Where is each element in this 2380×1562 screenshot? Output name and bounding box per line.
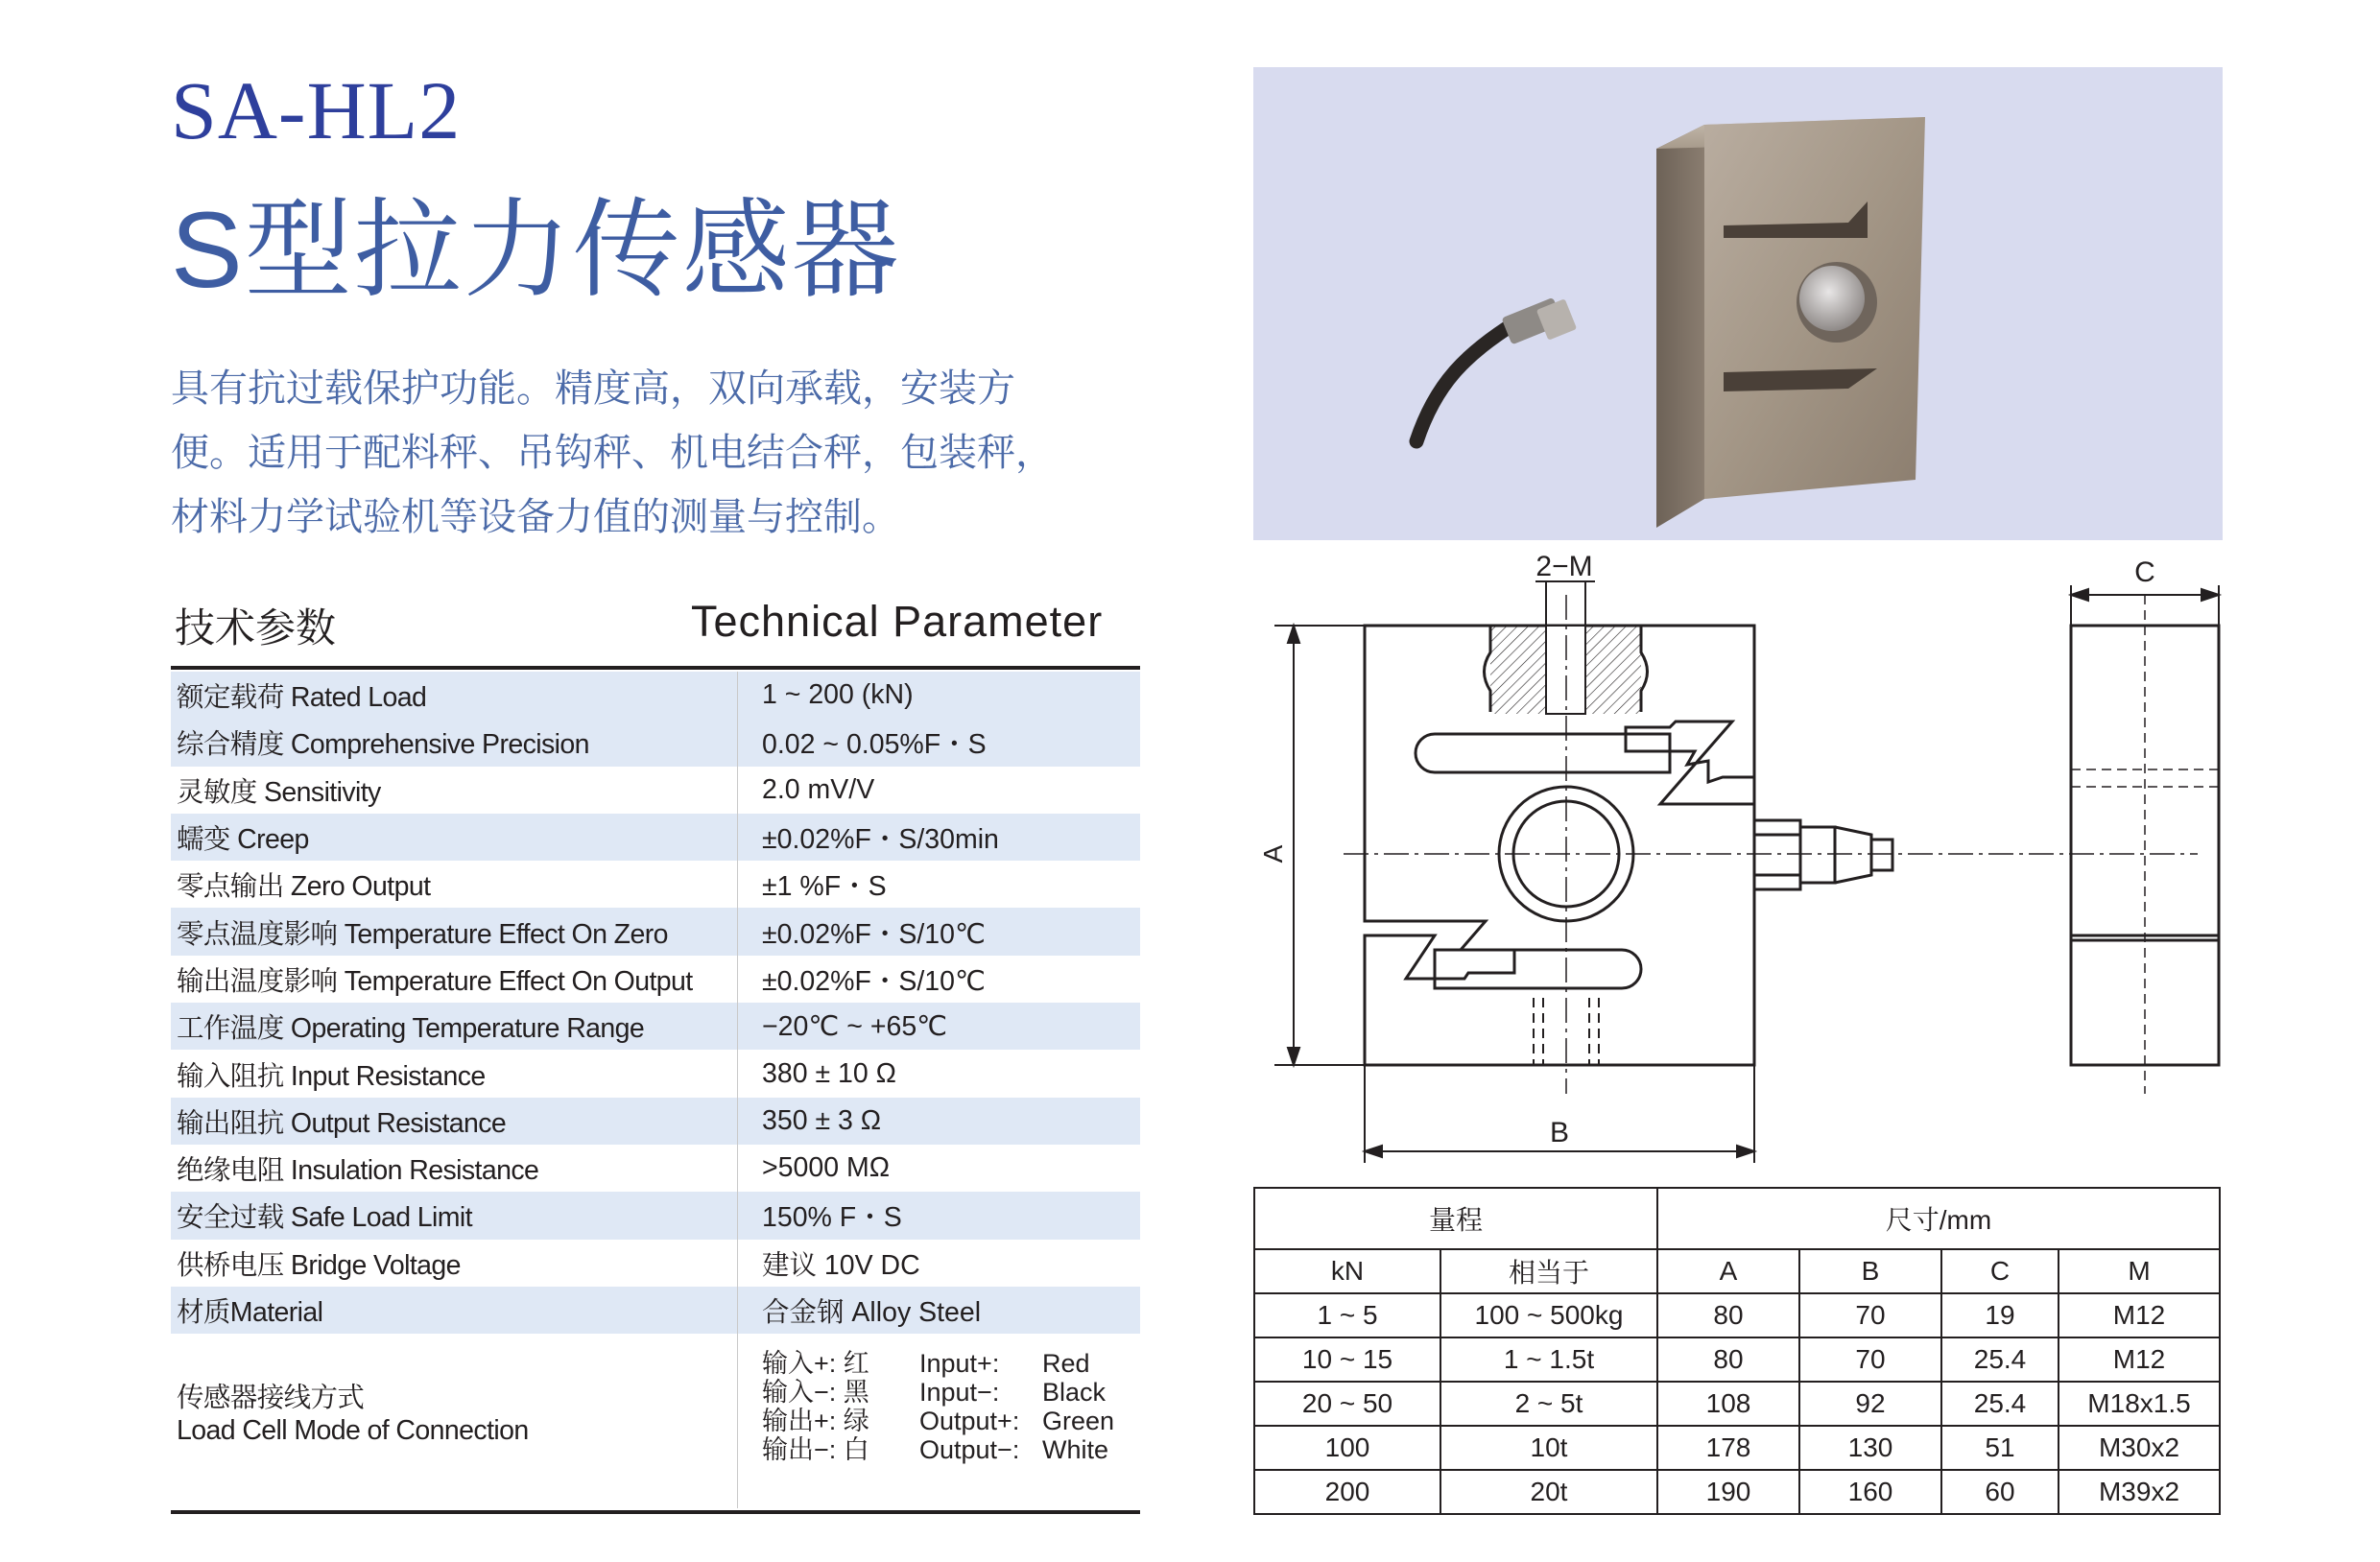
label-b: B <box>1549 1117 1570 1148</box>
description-line: 便。适用于配料秤、吊钩秤、机电结合秤，包装秤， <box>171 432 1054 474</box>
param-name: 工作温度 Operating Temperature Range <box>177 1013 645 1045</box>
table-row <box>1254 1470 2220 1514</box>
wire-cn: 输入+: 红 <box>762 1349 869 1378</box>
wire-color: White <box>1042 1435 1109 1464</box>
label-2m: 2−M <box>1535 551 1593 582</box>
wire-color: Green <box>1042 1407 1115 1435</box>
wire-cn: 输入−: 黑 <box>762 1378 869 1407</box>
param-name: 输出阻抗 Output Resistance <box>177 1107 507 1139</box>
dimension-2m <box>1535 580 1595 626</box>
param-name: 输入阻抗 Input Resistance <box>177 1060 486 1092</box>
param-row <box>171 719 1140 766</box>
param-name: 输出温度影响 Temperature Effect On Output <box>177 965 693 997</box>
wire-cn: 输出+: 绿 <box>762 1407 869 1435</box>
table-top-rule <box>171 666 1140 670</box>
table-cell: M12 <box>2059 1337 2220 1382</box>
table-row <box>1254 1337 2220 1382</box>
connection-row <box>171 1334 1140 1508</box>
param-name: 零点温度影响 Temperature Effect On Zero <box>177 918 668 950</box>
table-cell: 190 <box>1657 1470 1799 1514</box>
table-cell: 200 <box>1254 1470 1440 1514</box>
col-header: C <box>1941 1249 2059 1293</box>
model-number: SA-HL2 <box>171 64 462 156</box>
param-value: ±0.02%F・S/30min <box>762 824 999 856</box>
hatch-left <box>1490 626 1546 714</box>
param-value: 0.02 ~ 0.05%F・S <box>762 729 987 761</box>
param-row <box>171 1050 1140 1097</box>
table-cell: 2 ~ 5t <box>1440 1382 1657 1426</box>
wire-color: Red <box>1042 1349 1090 1378</box>
param-name: 安全过载 Safe Load Limit <box>177 1202 472 1234</box>
label-a: A <box>1258 844 1288 864</box>
param-value: 150% F・S <box>762 1202 902 1234</box>
param-row <box>171 672 1140 719</box>
table-cell: 80 <box>1657 1293 1799 1337</box>
tech-params-heading-cn: 技术参数 <box>175 605 337 651</box>
col-header: kN <box>1254 1249 1440 1293</box>
param-row <box>171 956 1140 1003</box>
table-cell: 1 ~ 1.5t <box>1440 1337 1657 1382</box>
table-cell: 108 <box>1657 1382 1799 1426</box>
param-value: 380 ± 10 Ω <box>762 1057 896 1089</box>
wire-en: Input−: <box>919 1378 1000 1407</box>
table-cell: 51 <box>1941 1426 2059 1470</box>
col-header: M <box>2059 1249 2220 1293</box>
table-cell: 160 <box>1799 1470 1941 1514</box>
size-header: 尺寸/mm <box>1657 1188 2220 1249</box>
description-line: 材料力学试验机等设备力值的测量与控制。 <box>171 496 900 538</box>
tech-params-heading-en: Technical Parameter <box>691 597 1104 646</box>
table-cell: M12 <box>2059 1293 2220 1337</box>
table-cell: 92 <box>1799 1382 1941 1426</box>
dimensions-column-row <box>1254 1249 2220 1293</box>
param-row <box>171 1192 1140 1239</box>
table-cell: 20 ~ 50 <box>1254 1382 1440 1426</box>
param-name: 供桥电压 Bridge Voltage <box>177 1249 461 1281</box>
param-name: 综合精度 Comprehensive Precision <box>177 729 589 761</box>
table-row <box>1254 1426 2220 1470</box>
param-row <box>171 1240 1140 1287</box>
param-value: −20℃ ~ +65℃ <box>762 1010 948 1042</box>
table-cell: 20t <box>1440 1470 1657 1514</box>
param-name: 材质Material <box>177 1297 323 1328</box>
dimensions-table <box>1253 1187 2221 1515</box>
col-header: 相当于 <box>1440 1249 1657 1293</box>
table-cell: M30x2 <box>2059 1426 2220 1470</box>
param-row <box>171 1287 1140 1334</box>
table-cell: 10 ~ 15 <box>1254 1337 1440 1382</box>
product-title: S型拉力传感器 <box>171 190 901 310</box>
param-value: 合金钢 Alloy Steel <box>762 1297 982 1328</box>
param-row <box>171 1145 1140 1192</box>
table-bottom-rule <box>171 1510 1140 1514</box>
table-cell: 70 <box>1799 1293 1941 1337</box>
dimensions-header-row <box>1254 1188 2220 1249</box>
connection-label-cn: 传感器接线方式 <box>177 1383 365 1413</box>
wire-color: Black <box>1042 1378 1107 1407</box>
param-value: ±0.02%F・S/10℃ <box>762 965 986 997</box>
wire-en: Input+: <box>919 1349 1000 1378</box>
table-cell: 25.4 <box>1941 1382 2059 1426</box>
connection-label-en: Load Cell Mode of Connection <box>177 1415 529 1446</box>
table-cell: 60 <box>1941 1470 2059 1514</box>
param-name: 灵敏度 Sensitivity <box>177 776 381 808</box>
param-value: 350 ± 3 Ω <box>762 1104 882 1136</box>
load-cell-photo-image <box>1253 67 2223 540</box>
table-cell: 80 <box>1657 1337 1799 1382</box>
col-header: A <box>1657 1249 1799 1293</box>
param-name: 额定载荷 Rated Load <box>177 682 427 714</box>
range-header: 量程 <box>1254 1188 1657 1249</box>
cable-fitting <box>1754 820 1892 889</box>
dimension-a <box>1274 626 1365 1065</box>
table-cell: 100 <box>1254 1426 1440 1470</box>
connection-label <box>177 1382 529 1447</box>
table-row <box>1254 1293 2220 1337</box>
param-row <box>171 908 1140 955</box>
param-value: 1 ~ 200 (kN) <box>762 679 914 711</box>
hatch-right <box>1585 626 1641 714</box>
col-header: B <box>1799 1249 1941 1293</box>
table-cell: M39x2 <box>2059 1470 2220 1514</box>
label-c: C <box>2134 556 2155 588</box>
param-value: ±1 %F・S <box>762 871 887 903</box>
param-row <box>171 1003 1140 1050</box>
param-row <box>171 1098 1140 1145</box>
param-name: 零点输出 Zero Output <box>177 871 431 903</box>
table-cell: 19 <box>1941 1293 2059 1337</box>
table-cell: 25.4 <box>1941 1337 2059 1382</box>
param-value: 2.0 mV/V <box>762 773 875 805</box>
param-value: 建议 10V DC <box>762 1249 920 1281</box>
product-photo <box>1253 67 2223 540</box>
table-cell: 70 <box>1799 1337 1941 1382</box>
table-row <box>1254 1382 2220 1426</box>
wire-en: Output+: <box>919 1407 1020 1435</box>
table-cell: 10t <box>1440 1426 1657 1470</box>
description-line: 具有抗过载保护功能。精度高，双向承载，安装方 <box>171 367 1015 410</box>
wire-en: Output−: <box>919 1435 1020 1464</box>
table-cell: 100 ~ 500kg <box>1440 1293 1657 1337</box>
param-name: 蠕变 Creep <box>177 824 309 856</box>
param-value: ±0.02%F・S/10℃ <box>762 918 986 950</box>
param-name: 绝缘电阻 Insulation Resistance <box>177 1155 539 1187</box>
side-view-hidden <box>2071 595 2219 1094</box>
product-description <box>171 357 1140 550</box>
tech-params-table <box>171 672 1140 1334</box>
param-row <box>171 861 1140 908</box>
wire-cn: 输出−: 白 <box>762 1435 869 1464</box>
table-cell: M18x1.5 <box>2059 1382 2220 1426</box>
table-cell: 130 <box>1799 1426 1941 1470</box>
table-cell: 1 ~ 5 <box>1254 1293 1440 1337</box>
table-cell: 178 <box>1657 1426 1799 1470</box>
param-row <box>171 767 1140 814</box>
technical-drawing <box>1238 547 2236 1180</box>
param-value: >5000 MΩ <box>762 1152 891 1184</box>
param-row <box>171 814 1140 861</box>
